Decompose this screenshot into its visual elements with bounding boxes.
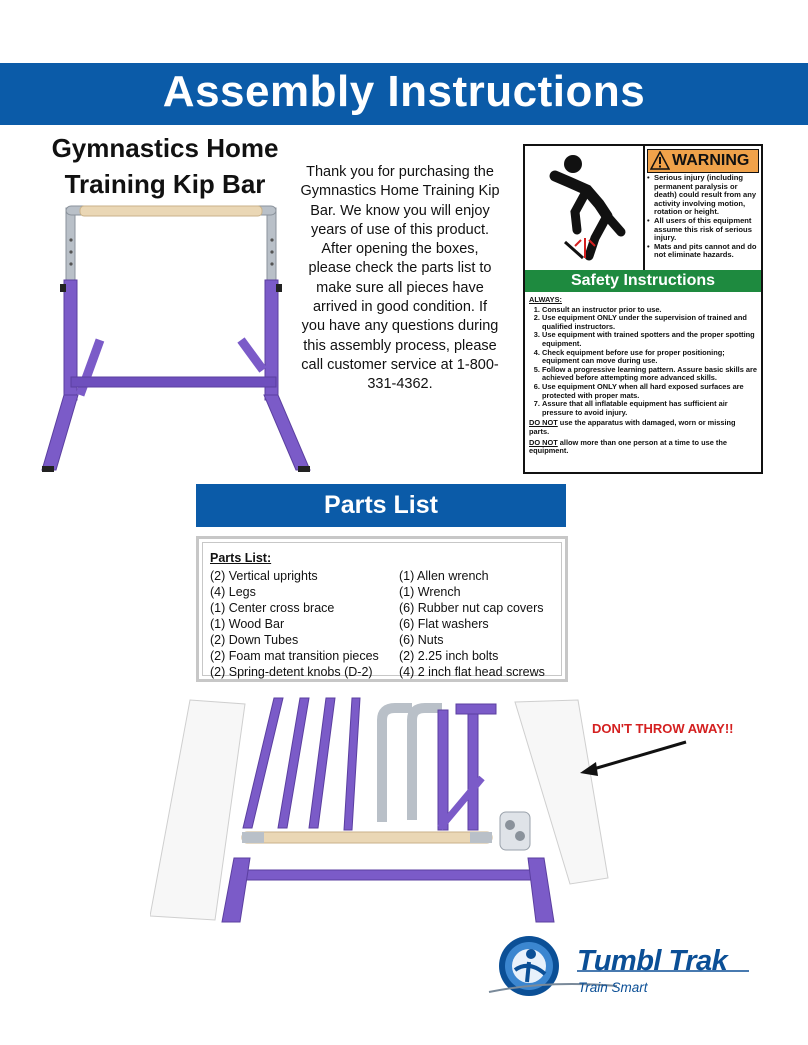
safety-item: 1. Consult an instructor prior to use. xyxy=(542,306,757,315)
product-title-line-2: Training Kip Bar xyxy=(64,169,266,199)
falling-person-icon xyxy=(525,146,645,270)
list-item: (6) Rubber nut cap covers xyxy=(399,601,544,615)
brand-tagline: Train Smart xyxy=(578,980,648,995)
always-label: ALWAYS: xyxy=(529,295,562,304)
parts-list-box xyxy=(196,536,568,682)
safety-item: 3. Use equipment with trained spotters and the proper spotting equipment. xyxy=(542,331,757,348)
do-not-label: DO NOT xyxy=(529,437,558,447)
safety-instructions-header: Safety Instructions xyxy=(525,270,761,292)
page-title: Assembly Instructions xyxy=(162,67,646,116)
list-item: (6) Flat washers xyxy=(399,617,489,631)
parts-list-right xyxy=(399,568,545,680)
safety-item: 6. Use equipment ONLY when all hard exposed surfaces are protected with proper mats. xyxy=(542,383,757,400)
list-item: (2) 2.25 inch bolts xyxy=(399,649,499,663)
dont-throw-away-callout: DON'T THROW AWAY!! xyxy=(592,721,734,736)
safety-item: 5. Follow a progressive learning pattern. Assure basic skills are achieved before attempting more advanced skills. xyxy=(542,366,757,383)
warning-title: WARNING xyxy=(672,152,750,169)
safety-list xyxy=(529,306,757,418)
product-title-line-1: Gymnastics Home xyxy=(51,133,279,163)
safety-item: 7. Assure that all inflatable equipment has sufficient air pressure to avoid injury. xyxy=(542,400,757,417)
safety-item: 4. Check equipment before use for proper positioning; equipment can move during use. xyxy=(542,349,757,366)
list-item: (4) 2 inch flat head screws xyxy=(399,665,545,679)
parts-list-header: Parts List xyxy=(196,484,566,527)
list-item: (1) Allen wrench xyxy=(399,569,489,583)
parts-list-left xyxy=(210,568,379,680)
warning-header xyxy=(647,149,759,173)
list-item: (2) Foam mat transition pieces xyxy=(210,649,379,663)
warning-list xyxy=(647,174,761,260)
do-not-rule-1: DO NOT use the apparatus with damaged, worn or missing parts. xyxy=(529,418,736,436)
product-title xyxy=(20,130,310,202)
list-item: (2) Down Tubes xyxy=(210,633,299,647)
list-item: (1) Center cross brace xyxy=(210,601,335,615)
parts-list-label: Parts List: xyxy=(210,551,272,565)
list-item: (2) Spring-detent knobs (D-2) xyxy=(210,665,373,679)
intro-paragraph: Thank you for purchasing the Gymnastics Home Training Kip Bar. We know you will enjoy years of use of this product. After opening the boxes, please check the parts list to make sure all pieces have arrived in good condition. If you have any questions during this assembly process, please call customer service at 1-800-331-4362. xyxy=(300,164,500,393)
header-banner xyxy=(0,63,808,125)
warning-item: • Serious injury (including permanent paralysis or death) could result from any activity involving motion, rotation or height. xyxy=(647,174,761,217)
do-not-label: DO NOT xyxy=(529,418,558,428)
brand-name: Tumbl Trak xyxy=(577,945,728,977)
warning-panel xyxy=(523,144,763,474)
kip-bar-image xyxy=(38,200,316,475)
safety-item: 2. Use equipment ONLY under the supervision of trained and qualified instructors. xyxy=(542,314,757,331)
safety-instructions-body xyxy=(529,296,757,458)
list-item: (2) Vertical uprights xyxy=(210,569,318,583)
warning-item: • All users of this equipment assume this risk of serious injury. xyxy=(647,217,761,243)
list-item: (1) Wood Bar xyxy=(210,617,285,631)
do-not-rule-2: DO NOT allow more than one person at a time to use the equipment. xyxy=(529,437,727,456)
list-item: (6) Nuts xyxy=(399,633,444,647)
list-item: (4) Legs xyxy=(210,585,256,599)
warning-triangle-icon xyxy=(650,151,670,170)
warning-item: • Mats and pits cannot and do not eliminate hazards. xyxy=(647,243,761,260)
list-item: (1) Wrench xyxy=(399,585,461,599)
